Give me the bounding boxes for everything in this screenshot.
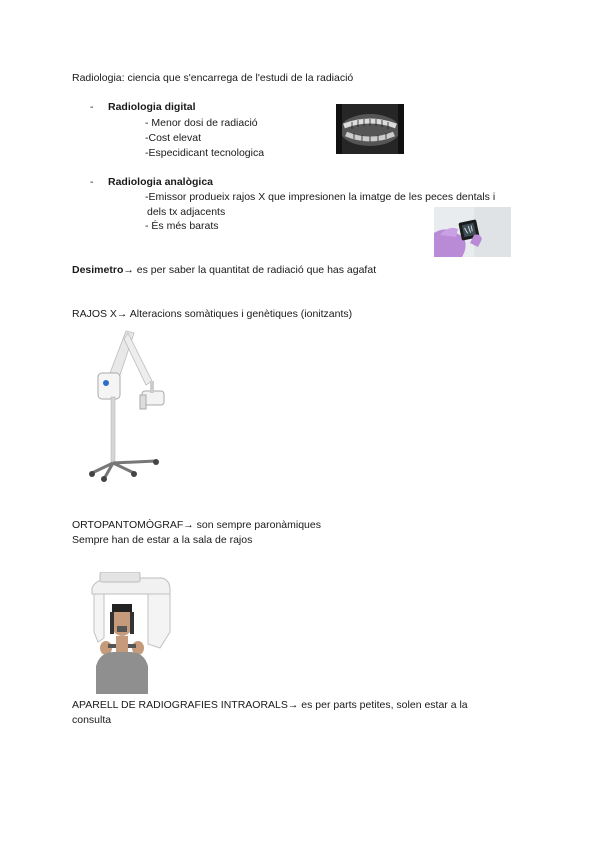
digital-item-1: - Menor dosi de radiació <box>145 117 258 129</box>
analog-item-1-cont: dels tx adjacents <box>147 206 226 218</box>
panoramic-xray-image <box>336 104 404 154</box>
ortho-line-1: ORTOPANTOMÒGRAF→ son sempre paronàmiques <box>72 519 321 531</box>
ortho-line-2: Sempre han de estar a la sala de rajos <box>72 534 253 546</box>
analog-title: Radiologia analògica <box>108 176 214 188</box>
intraoral-line-1: APARELL DE RADIOGRAFIES INTRAORALS→ es per parts petites, solen estar a la <box>72 699 468 711</box>
intro-text: Radiologia: ciencia que s'encarrega de l'estudi de la radiació <box>72 72 354 84</box>
intraoral-line-2: consulta <box>72 714 112 726</box>
dosimeter-line <box>72 264 376 276</box>
bullet-analog: - <box>90 176 94 188</box>
dosimeter-desc: → es per saber la quantitat de radiació que has agafat <box>123 264 377 276</box>
orthopantomograph-image <box>86 572 172 694</box>
xray-unit-image <box>84 323 174 483</box>
bullet-digital: - <box>90 101 94 113</box>
digital-item-2: -Cost elevat <box>145 132 202 144</box>
xray-line: RAJOS X→ Alteracions somàtiques i genètiques (ionitzants) <box>72 308 353 320</box>
film-in-hand-image <box>434 207 511 257</box>
digital-title: Radiologia digital <box>108 101 196 113</box>
analog-item-1: -Emissor produeix rajos X que impresionen la imatge de les peces dentals i <box>145 191 496 203</box>
dosimeter-term: Desimetro <box>72 264 124 276</box>
digital-item-3: -Especidicant tecnologica <box>145 147 265 159</box>
analog-item-2: - És més barats <box>145 220 219 232</box>
